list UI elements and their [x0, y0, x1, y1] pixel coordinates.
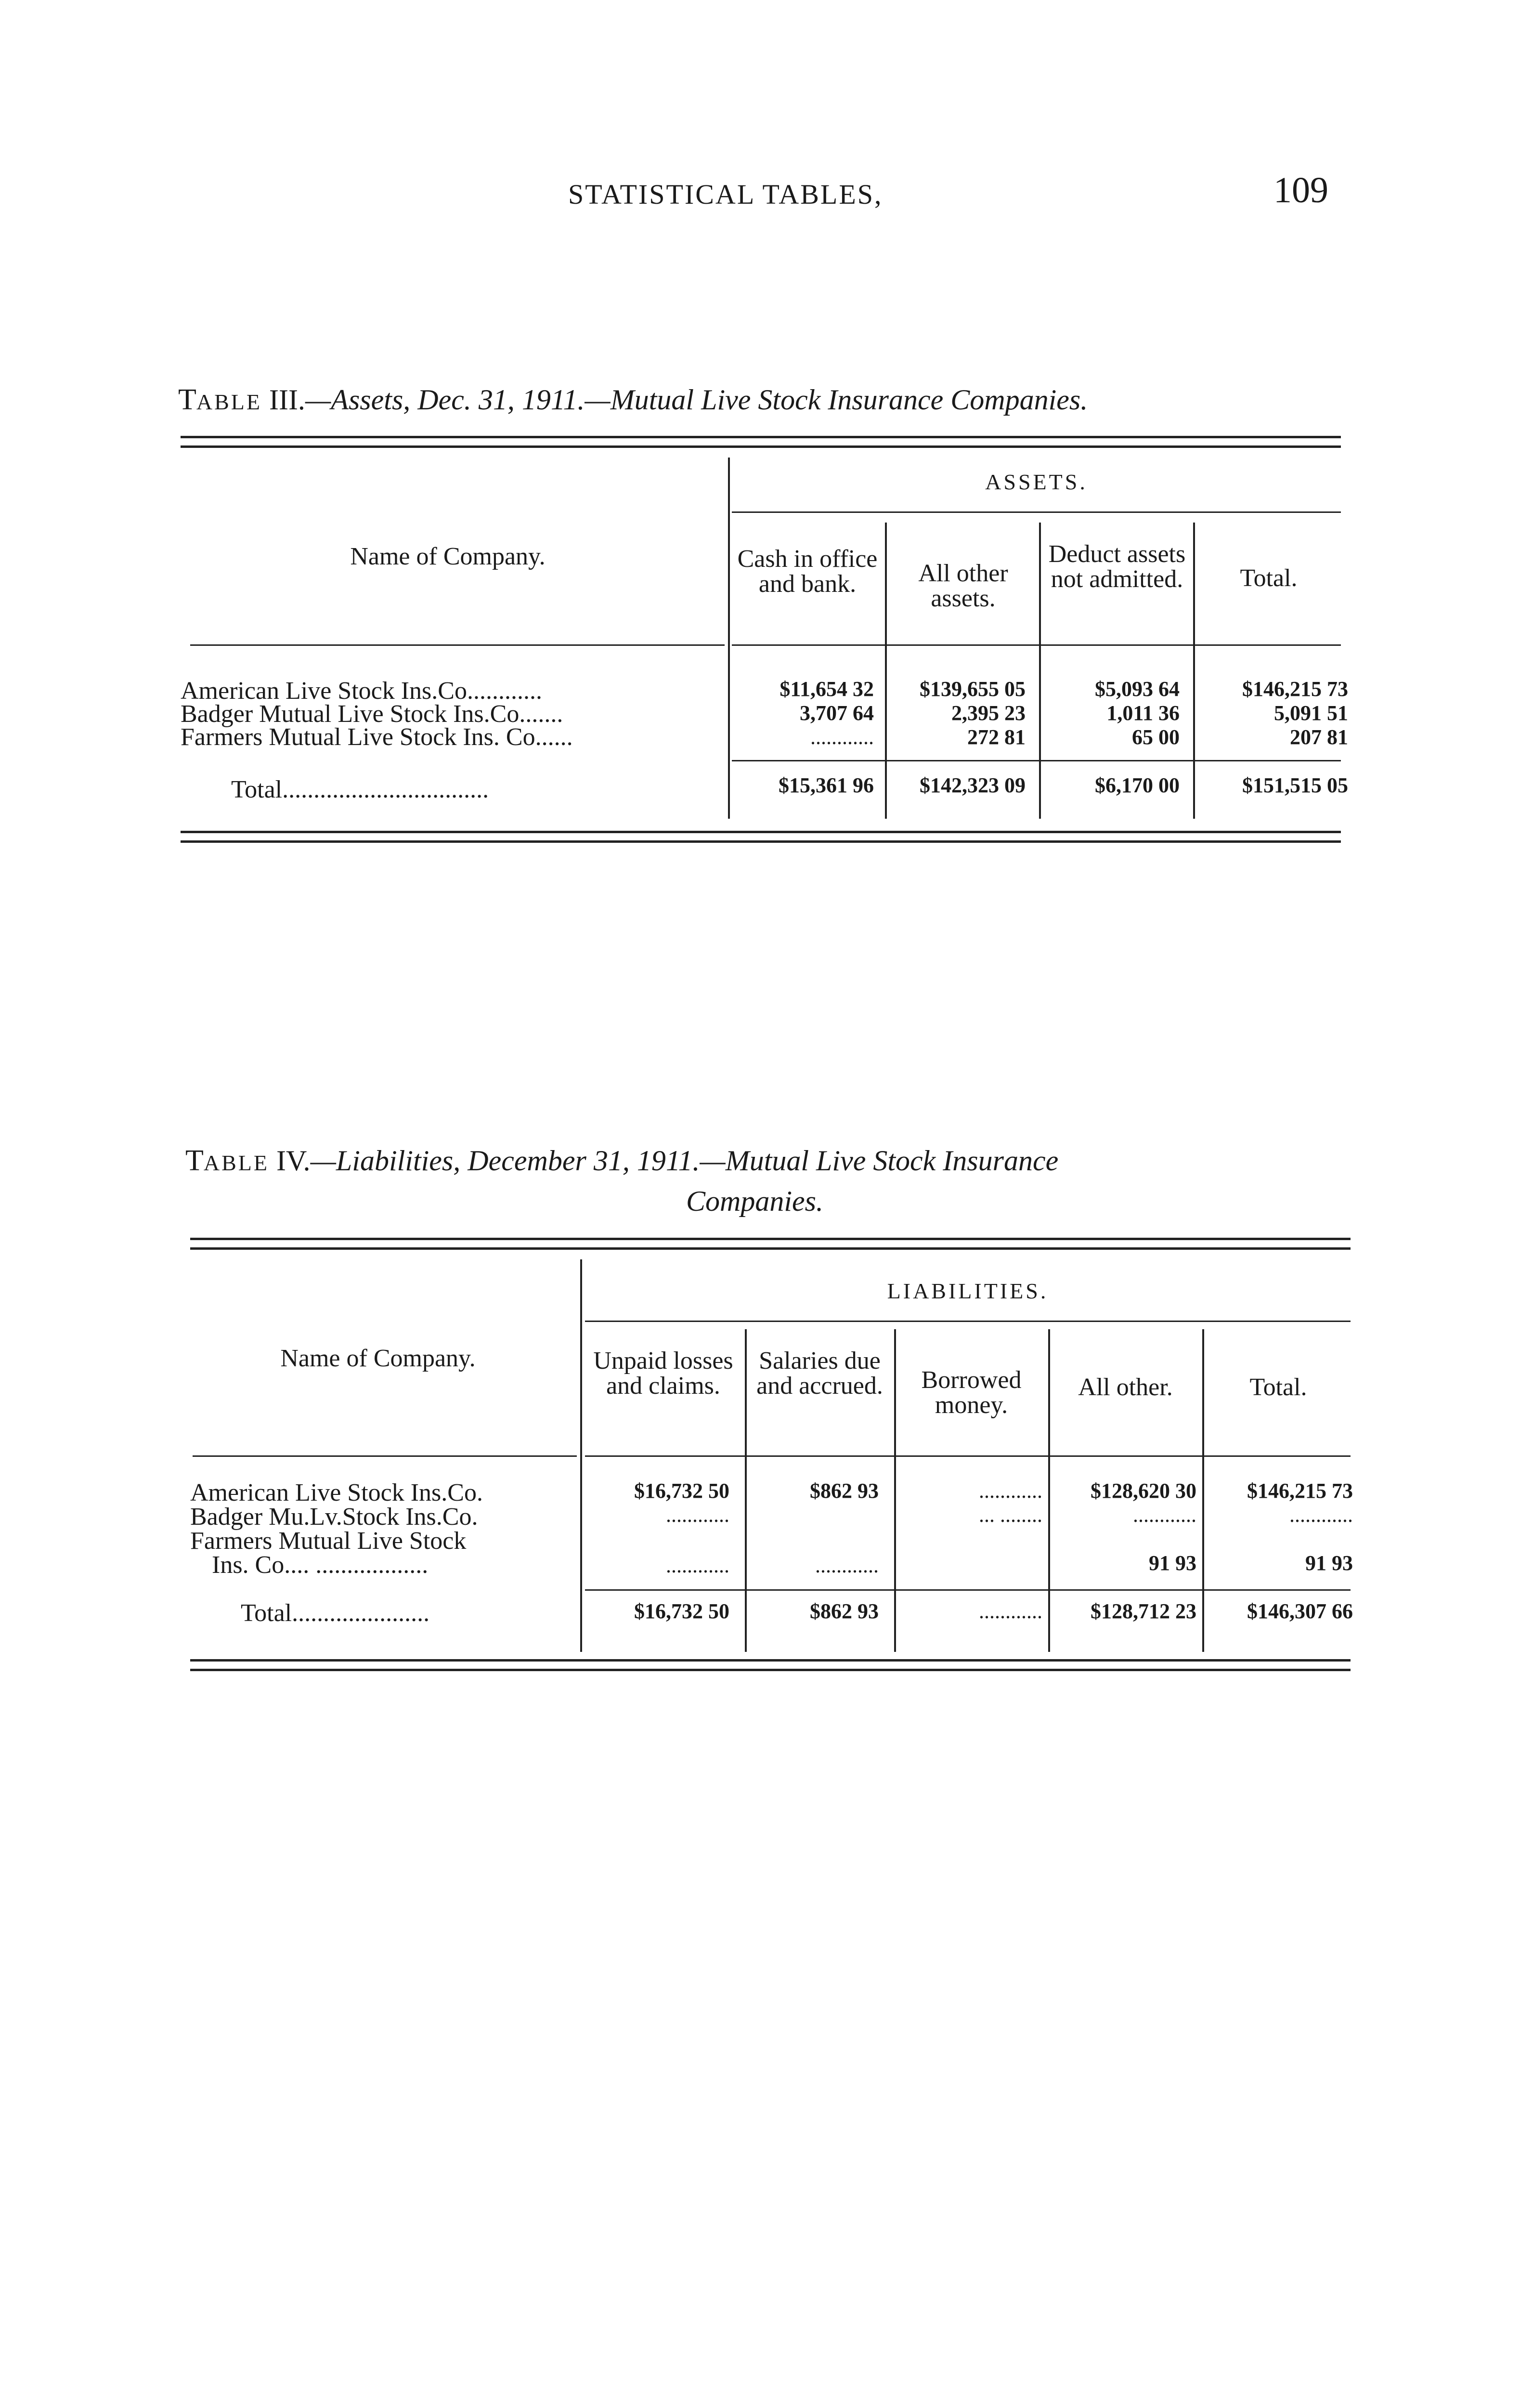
table4-caption-line2: Companies.	[686, 1185, 823, 1217]
table4-top-rule	[190, 1238, 1351, 1240]
table4-vline	[1048, 1329, 1050, 1652]
table3-top-rule-2	[181, 445, 1341, 448]
table4-row-name: Ins. Co.... ..................	[212, 1551, 429, 1579]
table4-cell: ............	[666, 1503, 729, 1527]
table4-total-cell: $128,712 23	[1091, 1599, 1196, 1623]
running-header: STATISTICAL TABLES,	[568, 179, 883, 210]
table4-cell: ............	[1133, 1503, 1196, 1527]
table3-cell: $11,654 32	[779, 677, 874, 701]
table4-total-cell: $862 93	[810, 1599, 879, 1623]
table3-vline	[1039, 523, 1041, 819]
table3-col-header: Total.	[1240, 564, 1298, 592]
table3-cell: ............	[810, 725, 874, 749]
table4-cell: ............	[815, 1554, 879, 1577]
table3-cell: 2,395 23	[951, 701, 1026, 725]
table3-group-header: ASSETS.	[985, 470, 1088, 494]
table3-total-cell: $15,361 96	[779, 773, 874, 797]
table3-row-name: American Live Stock Ins.Co............	[181, 677, 542, 705]
table4-col-header: Unpaid losses and claims.	[593, 1347, 733, 1400]
table4-total-cell: $16,732 50	[634, 1599, 729, 1623]
table3-col-header: Deduct assets not admitted.	[1048, 540, 1186, 593]
page-number: 109	[1273, 170, 1328, 210]
table3-group-rule	[732, 511, 1341, 513]
table3-vline	[885, 523, 887, 819]
table4-cell: $862 93	[810, 1479, 879, 1503]
table4-group-rule	[585, 1321, 1351, 1322]
table4-top-rule-2	[190, 1247, 1351, 1250]
table3-header-rule	[732, 644, 1341, 646]
table3-row-name: Farmers Mutual Live Stock Ins. Co......	[181, 723, 573, 751]
table4-name-header: Name of Company.	[280, 1345, 476, 1372]
table3-total-cell: $151,515 05	[1242, 773, 1348, 797]
table3-header-rule	[190, 644, 725, 646]
table4-cell: $128,620 30	[1091, 1479, 1196, 1503]
table3-bottom-rule	[181, 831, 1341, 833]
table3-total-label: Total.................................	[231, 776, 489, 803]
table3-cell: $139,655 05	[920, 677, 1026, 701]
table4-vline	[1202, 1329, 1204, 1652]
table3-cell: 3,707 64	[800, 701, 874, 725]
table4-col-header: Borrowed money.	[921, 1366, 1022, 1419]
table3-col-header: All other assets.	[918, 560, 1008, 612]
table4-bottom-rule-2	[190, 1669, 1351, 1671]
table3-top-rule	[181, 436, 1341, 438]
table3-total-cell: $6,170 00	[1095, 773, 1180, 797]
table3-name-header: Name of Company.	[350, 543, 546, 570]
table4-cell: 91 93	[1305, 1551, 1353, 1575]
table4-vline	[745, 1329, 747, 1652]
table4-cell: ... ........	[979, 1503, 1042, 1527]
table3-cell: $5,093 64	[1095, 677, 1180, 701]
table4-total-cell: $146,307 66	[1247, 1599, 1353, 1623]
table3-vline	[728, 458, 730, 819]
table4-total-label: Total......................	[241, 1599, 430, 1627]
table4-cell: ............	[666, 1554, 729, 1577]
table4-row-name: American Live Stock Ins.Co.	[190, 1479, 483, 1506]
table4-total-cell: ............	[979, 1599, 1042, 1623]
table3-caption: TABLE III.—Assets, Dec. 31, 1911.—Mutual Live Stock Insurance Companies.	[178, 383, 1088, 416]
table4-header-rule	[193, 1455, 577, 1457]
table4-cell: $16,732 50	[634, 1479, 729, 1503]
table3-row-name: Badger Mutual Live Stock Ins.Co.......	[181, 700, 563, 728]
table4-header-rule	[585, 1455, 1351, 1457]
table4-col-header: Total.	[1249, 1374, 1307, 1401]
table3-cell: 207 81	[1290, 725, 1348, 749]
table4-col-header: Salaries due and accrued.	[756, 1347, 883, 1400]
table4-cell: ............	[1289, 1503, 1353, 1527]
table4-row-name: Farmers Mutual Live Stock	[190, 1527, 467, 1555]
table3-vline	[1193, 523, 1195, 819]
table3-col-header: Cash in office and bank.	[737, 545, 878, 598]
table4-cell: $146,215 73	[1247, 1479, 1353, 1503]
table3-total-cell: $142,323 09	[920, 773, 1026, 797]
table4-caption: TABLE IV.—Liabilities, December 31, 1911.—Mutual Live Stock Insurance	[185, 1144, 1059, 1177]
table4-col-header: All other.	[1078, 1374, 1173, 1401]
table3-cell: 272 81	[967, 725, 1026, 749]
table4-subtotal-rule	[585, 1589, 1351, 1591]
table3-bottom-rule-2	[181, 840, 1341, 843]
table3-cell: 1,011 36	[1106, 701, 1180, 725]
table4-vline	[894, 1329, 896, 1652]
table3-subtotal-rule	[732, 760, 1341, 761]
table4-row-name: Badger Mu.Lv.Stock Ins.Co.	[190, 1503, 478, 1531]
table3-cell: 65 00	[1132, 725, 1180, 749]
table3-cell: $146,215 73	[1242, 677, 1348, 701]
table4-cell: 91 93	[1149, 1551, 1196, 1575]
table4-vline	[580, 1259, 582, 1652]
table3-cell: 5,091 51	[1274, 701, 1348, 725]
table4-bottom-rule	[190, 1659, 1351, 1662]
table4-group-header: LIABILITIES.	[887, 1279, 1049, 1303]
table4-cell: ............	[979, 1479, 1042, 1503]
